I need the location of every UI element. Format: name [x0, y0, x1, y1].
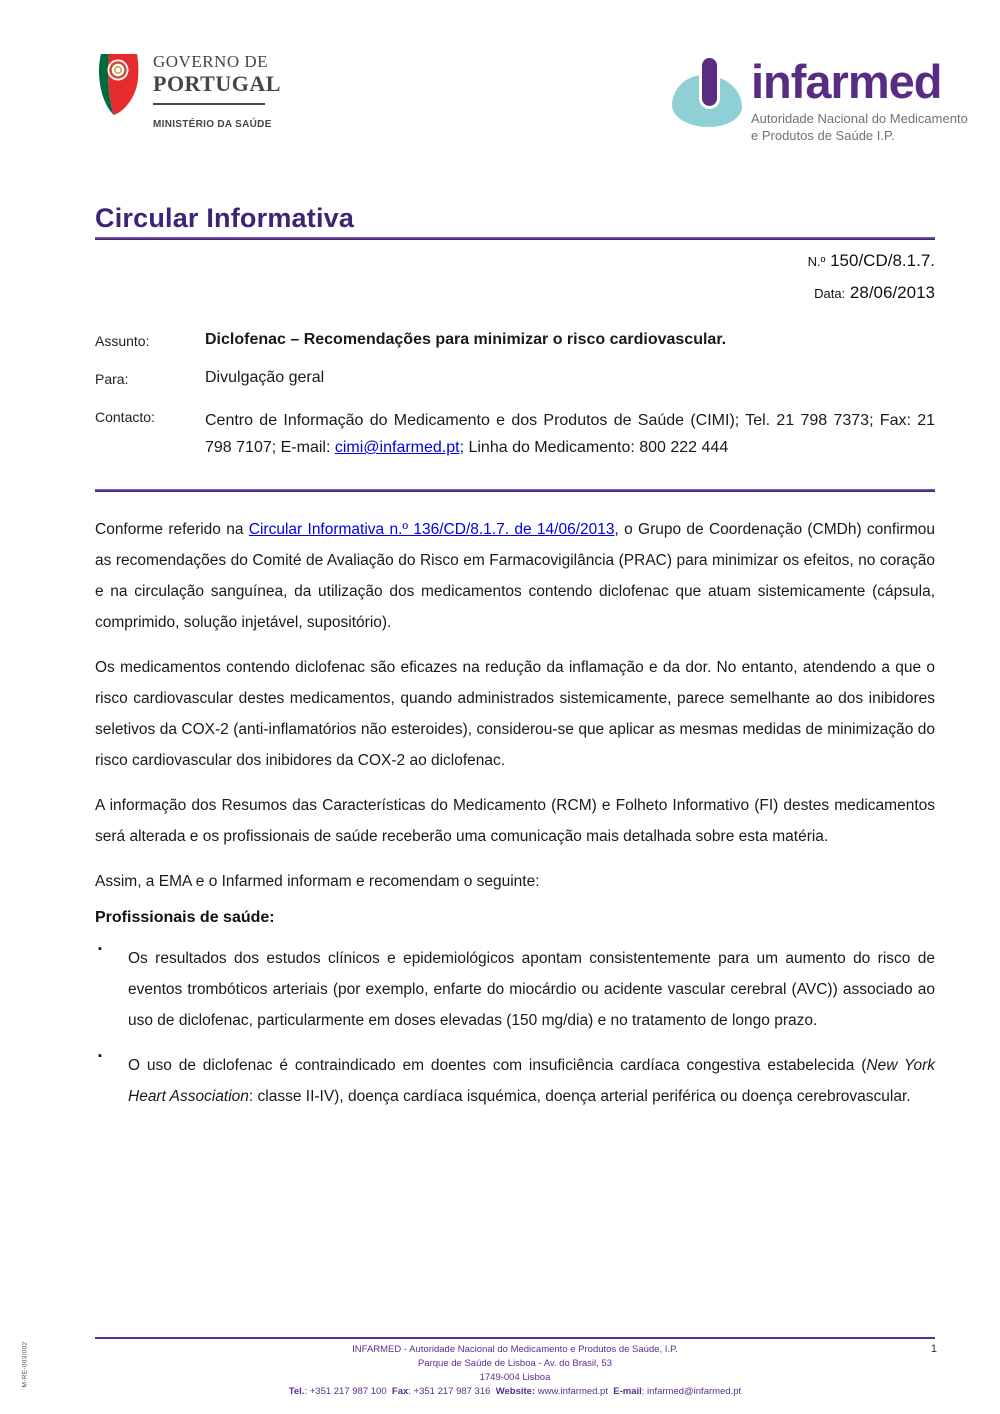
assunto-row [95, 331, 935, 349]
para-label: Para: [95, 371, 129, 387]
subject-fields [95, 331, 935, 481]
government-logo-divider [153, 103, 265, 105]
bullet-item-2 [95, 1050, 935, 1112]
text-segment: , o Grupo de Coordenação (CMDh) confirmou as recomendações do Comité de Avaliação do Risco em Farmacovigilância (PRAC) para minimizar os efeitos, no coração e na circulação sanguínea, da utilização dos medicamentos contendo diclofenac que atuam sistemicamente (cápsula, comprimido, solução injetável, supositório). [95, 521, 935, 631]
infarmed-logo-text [751, 57, 968, 144]
infarmed-logo [672, 55, 968, 144]
infarmed-tagline-line1: Autoridade Nacional do Medicamento [751, 111, 968, 127]
contacto-label: Contacto: [95, 409, 155, 425]
paragraph-2: Os medicamentos contendo diclofenac são eficazes na redução da inflamação e da dor. No entanto, atendendo a que o risco cardiovascular destes medicamentos, quando administrados sistemicamente, parece semelhante ao dos inibidores seletivos da COX-2 (anti-inflamatórios não esteroides), considerou-se que aplicar as mesmas medidas de minimização do risco cardiovascular dos inibidores da COX-2 ao diclofenac. [95, 659, 935, 769]
infarmed-capsule-shape [699, 55, 720, 109]
footer-line-3: 1749-004 Lisboa [479, 1372, 551, 1383]
infarmed-tagline-line2: e Produtos de Saúde I.P. [751, 128, 895, 144]
document-code-vertical: M-RE-003/002 [21, 1341, 29, 1388]
contacto-row [95, 407, 935, 461]
paragraph-4: Assim, a EMA e o Infarmed informam e recomendam o seguinte: [95, 873, 540, 890]
bullet-1-text: Os resultados dos estudos clínicos e epidemiológicos apontam consistentemente para um aumento do risco de eventos trombóticos arteriais (por exemplo, enfarte do miocárdio ou acidente vascular cerebral (AVC)) associado ao uso de diclofenac, particularmente em doses elevadas (150 mg/dia) e no tratamento de longo prazo. [128, 950, 935, 1029]
bullet-2-text [128, 1050, 935, 1112]
bullet-square-icon: ▪ [98, 943, 102, 955]
section-heading-profissionais: Profissionais de saúde: [95, 909, 275, 926]
document-number-label: N.º [807, 254, 826, 269]
text-segment: Fax [391, 1386, 409, 1397]
infarmed-icon [672, 55, 746, 129]
document-date [808, 283, 935, 303]
document-number-value: 150/CD/8.1.7. [830, 251, 935, 270]
infarmed-wordmark: infarmed [751, 55, 942, 108]
footer-line-1: INFARMED - Autoridade Nacional do Medicamento e Produtos de Saúde, I.P. [352, 1344, 678, 1355]
text-segment: E-mail [613, 1386, 642, 1397]
text-segment: Centro de Informação do Medicamento e dos Produtos de Saúde (CIMI); Tel. 21 798 7373; Fax: 21 798 7107; E-mail: [205, 412, 935, 456]
footer-line-2: Parque de Saúde de Lisboa - Av. do Brasil, 53 [417, 1358, 612, 1369]
text-segment: www.infarmed.pt [535, 1386, 614, 1397]
document-body [95, 514, 935, 1126]
page-title: Circular Informativa [95, 203, 355, 233]
text-segment: : +351 217 987 100 [304, 1386, 392, 1397]
infarmed-tagline [751, 110, 968, 144]
text-segment: New York Heart Association [128, 1057, 935, 1105]
text-segment: Conforme referido na [95, 521, 249, 538]
assunto-label: Assunto: [95, 333, 150, 349]
para-row [95, 369, 935, 387]
assunto-value: Diclofenac – Recomendações para minimizar o risco cardiovascular. [205, 331, 727, 348]
document-date-value: 28/06/2013 [849, 283, 935, 302]
para-value: Divulgação geral [205, 369, 325, 386]
paragraph-3: A informação dos Resumos das Características do Medicamento (RCM) e Folheto Informativo (FI) destes medicamentos será alterada e os profissionais de saúde receberão uma comunicação mais detalhada sobre esta matéria. [95, 797, 935, 845]
text-segment: : classe II-IV), doença cardíaca isquémica, doença arterial periférica ou doença cerebrovascular. [248, 1088, 911, 1105]
footer [95, 1343, 935, 1399]
governo-de-label: GOVERNO DE [153, 52, 269, 71]
document-date-label: Data: [814, 286, 846, 301]
text-segment: Website: [495, 1386, 536, 1397]
ministry-label: MINISTÉRIO DA SAÚDE [153, 118, 272, 130]
text-segment: : infarmed@infarmed.pt [641, 1386, 742, 1397]
text-segment: ; Linha do Medicamento: 800 222 444 [459, 439, 729, 456]
government-logo [95, 53, 281, 130]
inline-link[interactable]: cimi@infarmed.pt [334, 439, 460, 456]
document-meta [808, 251, 935, 315]
footer-line-4 [95, 1385, 935, 1399]
bullet-square-icon: ▪ [98, 1050, 102, 1062]
bullet-item-1 [95, 943, 935, 1036]
text-segment: : +351 217 987 316 [408, 1386, 496, 1397]
contacto-value [205, 407, 935, 461]
portugal-flag-icon [95, 53, 141, 117]
document-number [808, 251, 935, 271]
page-number: 1 [930, 1343, 937, 1355]
title-rule [95, 237, 935, 240]
portugal-label: PORTUGAL [153, 70, 281, 96]
footer-rule [95, 1337, 935, 1339]
text-segment: Tel. [288, 1386, 305, 1397]
paragraph-1 [95, 514, 935, 638]
inline-link[interactable]: Circular Informativa n.º 136/CD/8.1.7. de 14/06/2013 [248, 521, 615, 538]
text-segment: O uso de diclofenac é contraindicado em doentes com insuficiência cardíaca congestiva estabelecida ( [128, 1057, 867, 1074]
section-rule [95, 489, 935, 492]
government-logo-text [153, 53, 281, 130]
